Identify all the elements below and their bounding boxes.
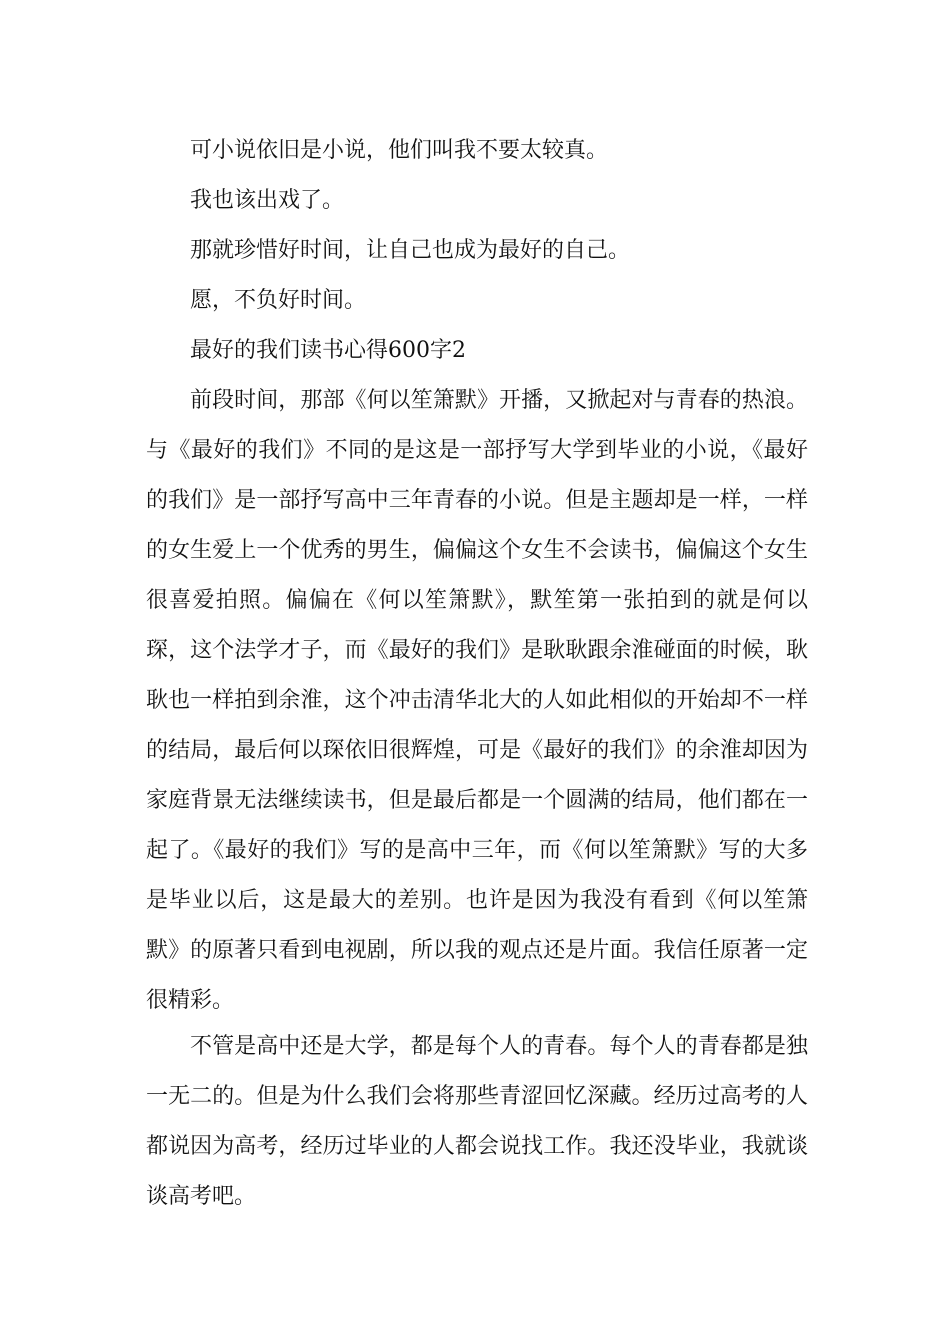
text-line-2: 我也该出戏了。: [190, 188, 345, 213]
paragraph-2: 不管是高中还是大学，都是每个人的青春。每个人的青春都是独一无二的。但是为什么我们会将那些青涩回忆深藏。经历过高考的人都说因为高考，经历过毕业的人都会说找工作。我还没毕业，我就谈谈高考吧。: [146, 1034, 808, 1209]
text-line-4: 愿，不负好时间。: [190, 288, 367, 313]
paragraph-1: 前段时间，那部《何以笙箫默》开播，又掀起对与青春的热浪。与《最好的我们》不同的是这是一部抒写大学到毕业的小说，《最好的我们》是一部抒写高中三年青春的小说。但是主题却是一样，一样的女生爱上一个优秀的男生，偏偏这个女生不会读书，偏偏这个女生很喜爱拍照。偏偏在《何以笙箫默》，默笙第一张拍到的就是何以琛，这个法学才子，而《最好的我们》是耿耿跟余淮碰面的时候，耿耿也一样拍到余淮，这个冲击清华北大的人如此相似的开始却不一样的结局，最后何以琛依旧很辉煌，可是《最好的我们》的余淮却因为家庭背景无法继续读书，但是最后都是一个圆满的结局，他们都在一起了。《最好的我们》写的是高中三年，而《何以笙箫默》写的大多是毕业以后，这是最大的差别。也许是因为我没有看到《何以笙箫默》的原著只看到电视剧，所以我的观点还是片面。我信任原著一定很精彩。: [146, 388, 808, 1013]
text-line-1: 可小说依旧是小说，他们叫我不要太较真。: [190, 138, 609, 163]
text-line-3: 那就珍惜好时间，让自己也成为最好的自己。: [190, 238, 631, 263]
section-title: 最好的我们读书心得600字2: [190, 338, 466, 363]
